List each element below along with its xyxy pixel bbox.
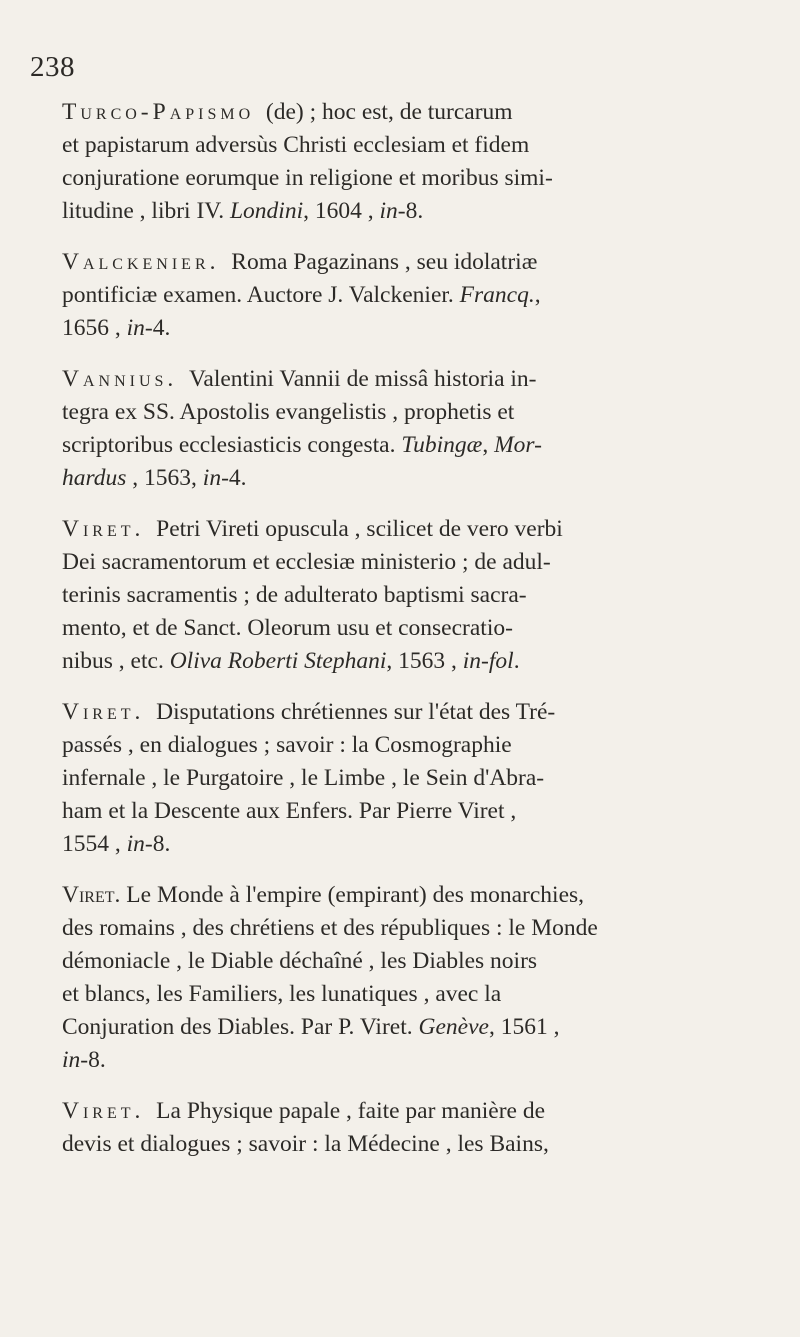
entry-format: in — [126, 315, 145, 341]
entry-text: , — [482, 432, 489, 458]
entry-format: in — [379, 198, 398, 224]
entry-text: , 1604 , — [303, 198, 380, 224]
entry-line: démoniacle , le Diable déchaîné , les Diables noirs — [62, 948, 538, 974]
entry-printer: hardus — [62, 465, 127, 491]
entry-line: et blancs, les Familiers, les lunatiques , avec la — [62, 981, 502, 1007]
entry-line — [62, 246, 770, 279]
entry-heading: Valckenier. — [62, 249, 220, 275]
entry-text: -4. — [144, 315, 171, 341]
bibliography-entries — [62, 96, 770, 1179]
entry-line — [62, 429, 770, 462]
entry-place: Tubingæ — [401, 432, 483, 458]
entry-text: , 1561 , — [488, 1014, 560, 1040]
entry-format: in-fol — [462, 648, 514, 674]
entry-line — [62, 312, 770, 345]
entry-text: -4. — [221, 465, 247, 491]
entry-heading: Viret. — [62, 699, 145, 725]
bibliography-entry — [62, 246, 770, 345]
entry-text: 1554 , — [62, 831, 127, 857]
entry-place: Londini — [229, 198, 304, 224]
entry-text: , 1563, — [132, 465, 203, 491]
entry-text: nibus , etc. — [62, 648, 164, 674]
entry-text: Disputations chrétiennes sur l'état des Tré- — [156, 699, 556, 725]
entry-format: in — [202, 465, 222, 491]
entry-line — [62, 1044, 770, 1077]
entry-line: tegra ex SS. Apostolis evangelistis , prophetis et — [62, 399, 515, 425]
entry-line: des romains , des chrétiens et des républiques : le Monde — [62, 915, 598, 941]
entry-text: scriptoribus ecclesiasticis congesta. — [62, 432, 396, 458]
entry-text: Le Monde à l'empire (empirant) des monarchies, — [126, 882, 585, 908]
entry-line — [62, 828, 770, 861]
entry-line: terinis sacramentis ; de adulterato baptismi sacra- — [62, 582, 527, 608]
entry-text: Roma Pagazinans , seu idolatriæ — [231, 249, 538, 275]
entry-format: in — [126, 831, 145, 857]
entry-text: 1656 , — [62, 315, 127, 341]
entry-line — [62, 1011, 770, 1044]
entry-line — [62, 363, 770, 396]
entry-line — [62, 279, 770, 312]
entry-line: mento, et de Sanct. Oleorum usu et consecratio- — [62, 615, 513, 641]
entry-line: conjuratione eorumque in religione et moribus simi- — [62, 165, 553, 191]
entry-line: Dei sacramentorum et ecclesiæ ministerio ; de adul- — [62, 549, 551, 575]
bibliography-entry — [62, 696, 770, 861]
entry-format: in — [62, 1047, 81, 1073]
entry-line — [62, 879, 770, 912]
entry-text: (de) ; hoc est, de turcarum — [265, 99, 513, 125]
entry-line: devis et dialogues ; savoir : la Médecine , les Bains, — [62, 1131, 549, 1157]
entry-printer: Oliva Roberti Stephani — [169, 648, 387, 674]
bibliography-entry — [62, 879, 770, 1077]
entry-text: , 1563 , — [386, 648, 463, 674]
entry-line — [62, 645, 770, 678]
entry-heading: Vannius. — [62, 366, 178, 392]
bibliography-entry — [62, 1095, 770, 1161]
entry-line: ham et la Descente aux Enfers. Par Pierre Viret , — [62, 798, 517, 824]
entry-line — [62, 513, 770, 546]
entry-text: La Physique papale , faite par manière de — [156, 1098, 546, 1124]
entry-heading: Viret. — [62, 1098, 145, 1124]
entry-line: et papistarum adversùs Christi ecclesiam et fidem — [62, 132, 530, 158]
entry-line — [62, 696, 770, 729]
entry-text: , — [534, 282, 541, 308]
entry-text: pontificiæ examen. Auctore J. Valckenier. — [62, 282, 454, 308]
entry-line — [62, 1095, 770, 1128]
bibliography-entry — [62, 363, 770, 495]
entry-line: infernale , le Purgatoire , le Limbe , le Sein d'Abra- — [62, 765, 545, 791]
bibliography-entry — [62, 513, 770, 678]
entry-text: Conjuration des Diables. Par P. Viret. — [62, 1014, 413, 1040]
entry-heading: Viret. — [62, 882, 121, 908]
entry-line: passés , en dialogues ; savoir : la Cosmographie — [62, 732, 512, 758]
entry-line — [62, 195, 770, 228]
entry-text: -8. — [397, 198, 424, 224]
entry-text: Valentini Vannii de missâ historia in- — [189, 366, 537, 392]
entry-heading: Viret. — [62, 516, 145, 542]
entry-line — [62, 462, 770, 495]
entry-text: -8. — [80, 1047, 106, 1073]
entry-heading: Turco-Papismo — [62, 99, 255, 125]
page-number: 238 — [30, 51, 75, 83]
entry-text: Petri Vireti opuscula , scilicet de vero verbi — [156, 516, 563, 542]
entry-text: . — [513, 648, 520, 674]
entry-printer: Mor- — [494, 432, 542, 458]
entry-place: Genève — [418, 1014, 489, 1040]
entry-text: -8. — [144, 831, 171, 857]
entry-place: Francq. — [459, 282, 535, 308]
bibliography-entry — [62, 96, 770, 228]
entry-text: litudine , libri IV. — [62, 198, 225, 224]
entry-line — [62, 96, 770, 129]
